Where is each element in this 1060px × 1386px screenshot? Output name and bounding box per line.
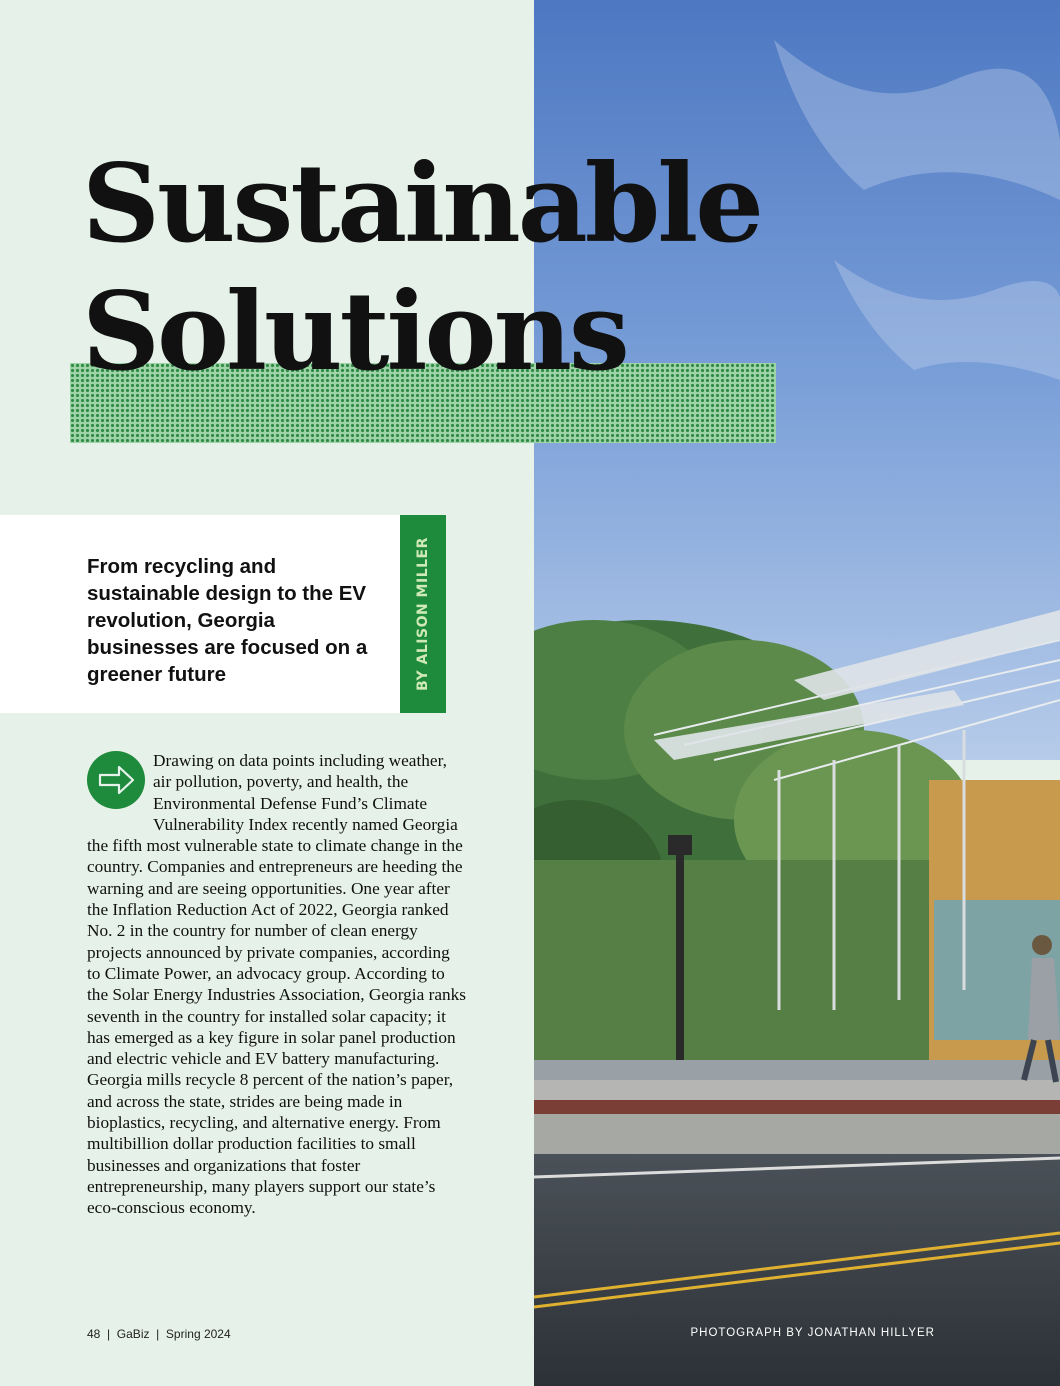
headline-line-2: Solutions [82,269,627,395]
headline-line-1: Sustainable [82,141,761,267]
folio: 48 | GaBiz | Spring 2024 [87,1327,231,1341]
byline: BY ALISON MILLER [415,537,431,691]
headline [82,140,761,396]
dropcap-space [87,750,153,814]
photo-credit: PHOTOGRAPH BY JONATHAN HILLYER [690,1327,935,1339]
deck: From recycling and sustainable design to the EV revolution, Georgia businesses are focused on a greener future [87,555,368,686]
body-paragraph: Drawing on data points including weather, air pollution, poverty, and health, the Environmental Defense Fund’s Climate Vulnerability Index recently named Georgia the fifth most vulnerable state to climate change in the country. Companies and entrepreneurs are heeding the warning and are seeing opportunities. One year after the Inflation Reduction Act of 2022, Georgia ranked No. 2 in the country for number of clean energy projects announced by private companies, according to Climate Power, an advocacy group. According to the Solar Energy Industries Association, Georgia ranks seventh in the country for installed solar capacity; it has emerged as a key figure in solar panel production and electric vehicle and EV battery manufacturing. Georgia mills recycle 8 percent of the nation’s paper, and across the state, strides are being made in bioplastics, recycling, and alternative energy. From multibillion dollar production facilities to small businesses and organizations that foster entrepreneurship, many players support our state’s eco-conscious economy. [87,751,466,1218]
body-text [87,750,467,1219]
